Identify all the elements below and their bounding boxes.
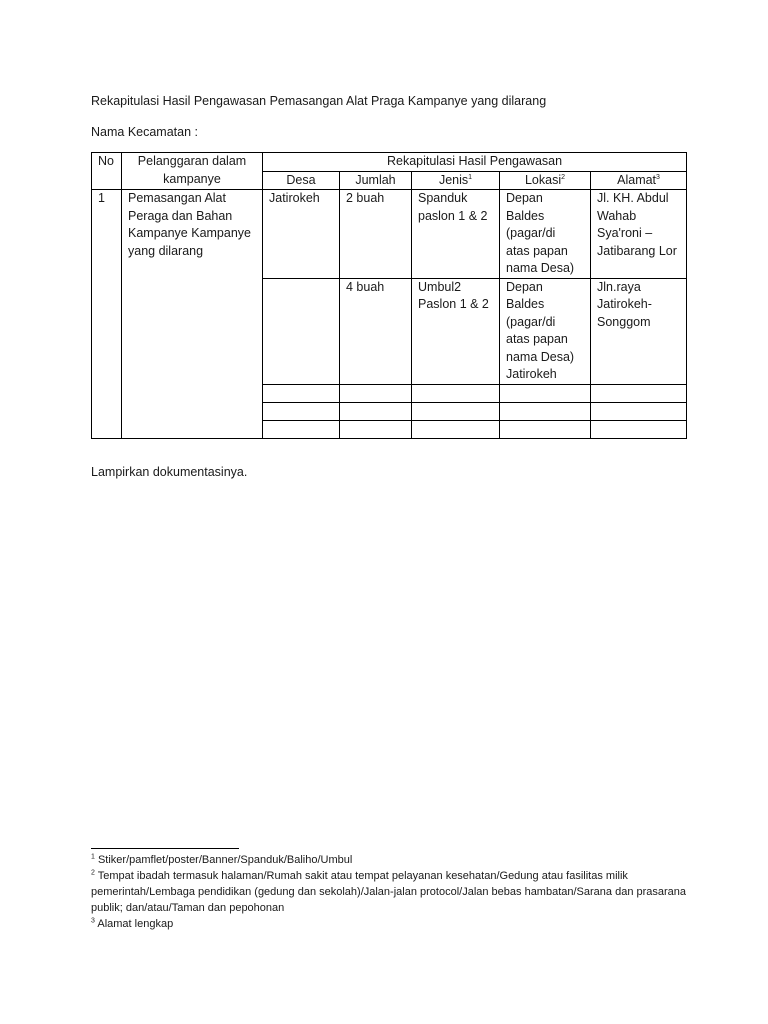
- header-jumlah: Jumlah: [340, 171, 412, 190]
- kecamatan-label: Nama Kecamatan :: [91, 125, 198, 139]
- footnote-separator: [91, 848, 239, 849]
- header-pelanggaran: Pelanggaran dalam kampanye: [122, 153, 263, 190]
- header-no: No: [92, 153, 122, 190]
- header-alamat: Alamat$^3$: [591, 171, 687, 190]
- document-title: Rekapitulasi Hasil Pengawasan Pemasangan Alat Praga Kampanye yang dilarang: [91, 94, 547, 108]
- cell-jenis: Umbul2 Paslon 1 & 2: [412, 278, 500, 384]
- cell-lokasi: Depan Baldes (pagar/di atas papan nama Desa): [500, 190, 591, 279]
- cell-lokasi: Depan Baldes (pagar/di atas papan nama Desa) Jatirokeh: [500, 278, 591, 384]
- header-lokasi: Lokasi$^2$: [500, 171, 591, 190]
- header-jenis: Jenis$^1$: [412, 171, 500, 190]
- table-row: [92, 190, 687, 279]
- row-pelanggaran: Pemasangan Alat Peraga dan Bahan Kampanye Kampanye yang dilarang: [122, 190, 263, 439]
- header-rekap: Rekapitulasi Hasil Pengawasan: [263, 153, 687, 172]
- row-no: 1: [92, 190, 122, 439]
- cell-jumlah: 4 buah: [340, 278, 412, 384]
- cell-jumlah: 2 buah: [340, 190, 412, 279]
- recap-table: [91, 152, 687, 439]
- header-desa: Desa: [263, 171, 340, 190]
- cell-jenis: Spanduk paslon 1 & 2: [412, 190, 500, 279]
- footnote-ref-2: 2: [561, 173, 566, 181]
- cell-desa: Jatirokeh: [263, 190, 340, 279]
- lampiran-text: Lampirkan dokumentasinya.: [91, 465, 248, 479]
- cell-alamat: Jl. KH. Abdul Wahab Sya'roni – Jatibarang Lor: [591, 190, 687, 279]
- footnote-item: $^1$ Stiker/pamflet/poster/Banner/Spanduk/Baliho/Umbul: [91, 853, 353, 866]
- footnote-ref-3: 3: [656, 173, 660, 181]
- footnote-item: $^2$ Tempat ibadah termasuk halaman/Rumah sakit atau tempat pelayanan kesehatan/Gedung atau fasilitas milik pemerintah/Lembaga pendidikan (gedung dan sekolah)/Jalan-jalan protocol/Jalan bebas hambatan/Sarana dan prasarana publik; dan/atau/Taman dan pepohonan: [91, 869, 687, 914]
- footnotes: [91, 852, 691, 932]
- cell-alamat: Jln.raya Jatirokeh- Songgom: [591, 278, 687, 384]
- cell-desa: [263, 278, 340, 384]
- footnote-ref-1: 1: [468, 173, 473, 181]
- footnote-item: $^3$ Alamat lengkap: [91, 917, 174, 930]
- header-row-1: [92, 153, 687, 172]
